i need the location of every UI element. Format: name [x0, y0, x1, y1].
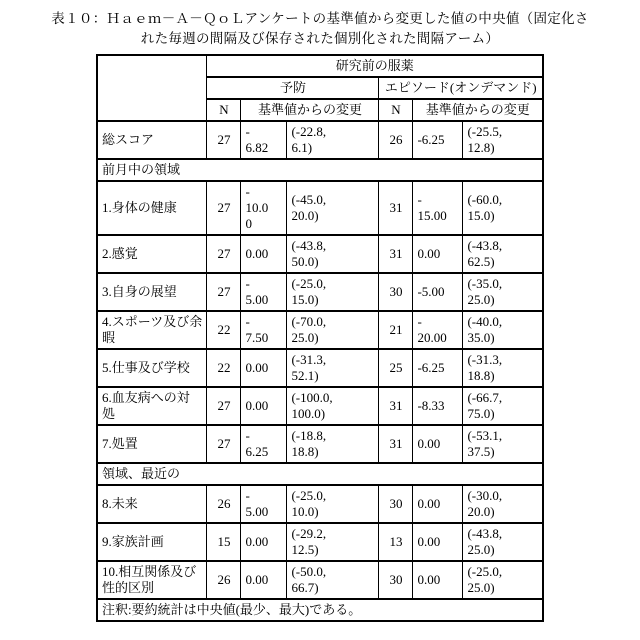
- row-label: 4.スポーツ及び余暇: [97, 311, 207, 349]
- n-value-episodic: 30: [379, 273, 413, 311]
- header-row-medication: [97, 55, 543, 77]
- n-value-prophylaxis: 15: [207, 523, 241, 561]
- median-change-prophylaxis: - 7.50: [241, 311, 287, 349]
- range-prophylaxis: (-25.0, 10.0): [287, 485, 379, 523]
- table-footnote: 注釈:要約統計は中央値(最少、最大)である。: [97, 599, 543, 621]
- n-value-episodic: 31: [379, 425, 413, 463]
- range-episodic: (-25.5, 12.8): [463, 121, 543, 159]
- n-value-episodic: 21: [379, 311, 413, 349]
- n-value-prophylaxis: 27: [207, 235, 241, 273]
- median-change-episodic: -5.00: [413, 273, 463, 311]
- range-episodic: (-53.1, 37.5): [463, 425, 543, 463]
- header-change-prophylaxis: 基準値からの変更: [241, 99, 379, 121]
- range-prophylaxis: (-22.8, 6.1): [287, 121, 379, 159]
- range-prophylaxis: (-25.0, 15.0): [287, 273, 379, 311]
- n-value-episodic: 31: [379, 387, 413, 425]
- n-value-prophylaxis: 26: [207, 485, 241, 523]
- row-label: 2.感覚: [97, 235, 207, 273]
- median-change-prophylaxis: 0.00: [241, 523, 287, 561]
- n-value-episodic: 25: [379, 349, 413, 387]
- table-row: [97, 181, 543, 235]
- table-title: [0, 0, 640, 49]
- table-row: [97, 387, 543, 425]
- n-value-episodic: 26: [379, 121, 413, 159]
- header-n-prophylaxis: N: [207, 99, 241, 121]
- range-episodic: (-25.0, 25.0): [463, 561, 543, 599]
- table-row: [97, 561, 543, 599]
- median-change-episodic: -8.33: [413, 387, 463, 425]
- range-episodic: (-31.3, 18.8): [463, 349, 543, 387]
- range-prophylaxis: (-70.0, 25.0): [287, 311, 379, 349]
- range-episodic: (-66.7, 75.0): [463, 387, 543, 425]
- median-change-prophylaxis: - 6.25: [241, 425, 287, 463]
- row-label: 6.血友病への対処: [97, 387, 207, 425]
- range-prophylaxis: (-100.0, 100.0): [287, 387, 379, 425]
- row-label: 8.未来: [97, 485, 207, 523]
- n-value-episodic: 30: [379, 561, 413, 599]
- table-row: [97, 311, 543, 349]
- median-change-prophylaxis: 0.00: [241, 349, 287, 387]
- range-prophylaxis: (-45.0, 20.0): [287, 181, 379, 235]
- n-value-prophylaxis: 27: [207, 425, 241, 463]
- n-value-prophylaxis: 22: [207, 349, 241, 387]
- footnote-row: [97, 599, 543, 621]
- median-change-episodic: -6.25: [413, 121, 463, 159]
- range-episodic: (-35.0, 25.0): [463, 273, 543, 311]
- median-change-episodic: 0.00: [413, 235, 463, 273]
- section-row: [97, 159, 543, 181]
- row-label: 9.家族計画: [97, 523, 207, 561]
- row-label: 3.自身の展望: [97, 273, 207, 311]
- table-row: [97, 349, 543, 387]
- corner-cell: [97, 55, 207, 121]
- row-label: 7.処置: [97, 425, 207, 463]
- header-episodic: エピソード(オンデマンド): [379, 77, 543, 99]
- median-change-prophylaxis: - 5.00: [241, 273, 287, 311]
- n-value-prophylaxis: 27: [207, 121, 241, 159]
- range-episodic: (-43.8, 25.0): [463, 523, 543, 561]
- header-change-episodic: 基準値からの変更: [413, 99, 543, 121]
- median-change-prophylaxis: - 6.82: [241, 121, 287, 159]
- median-change-prophylaxis: - 5.00: [241, 485, 287, 523]
- table-row: [97, 273, 543, 311]
- table-row: [97, 425, 543, 463]
- n-value-episodic: 13: [379, 523, 413, 561]
- range-episodic: (-40.0, 35.0): [463, 311, 543, 349]
- table-row: [97, 121, 543, 159]
- median-change-episodic: 0.00: [413, 523, 463, 561]
- row-label: 5.仕事及び学校: [97, 349, 207, 387]
- table-row: [97, 523, 543, 561]
- n-value-episodic: 31: [379, 181, 413, 235]
- median-change-episodic: -6.25: [413, 349, 463, 387]
- n-value-episodic: 31: [379, 235, 413, 273]
- range-prophylaxis: (-29.2, 12.5): [287, 523, 379, 561]
- n-value-episodic: 30: [379, 485, 413, 523]
- median-change-prophylaxis: - 10.0 0: [241, 181, 287, 235]
- median-change-prophylaxis: 0.00: [241, 235, 287, 273]
- range-prophylaxis: (-43.8, 50.0): [287, 235, 379, 273]
- n-value-prophylaxis: 27: [207, 181, 241, 235]
- median-change-episodic: - 20.00: [413, 311, 463, 349]
- table-row: [97, 485, 543, 523]
- row-label: 総スコア: [97, 121, 207, 159]
- range-prophylaxis: (-31.3, 52.1): [287, 349, 379, 387]
- median-change-episodic: - 15.00: [413, 181, 463, 235]
- table-title-line2: れた毎週の間隔及び保存された個別化された間隔アーム）: [140, 31, 500, 46]
- n-value-prophylaxis: 27: [207, 387, 241, 425]
- n-value-prophylaxis: 27: [207, 273, 241, 311]
- section-label: 前月中の領域: [97, 159, 543, 181]
- range-episodic: (-30.0, 20.0): [463, 485, 543, 523]
- median-change-prophylaxis: 0.00: [241, 561, 287, 599]
- table-title-line1: 表１０：Ｈａｅｍ－Ａ－ＱｏＬアンケートの基準値から変更した値の中央値（固定化さ: [51, 11, 589, 26]
- row-label: 10.相互関係及び性的区別: [97, 561, 207, 599]
- range-prophylaxis: (-18.8, 18.8): [287, 425, 379, 463]
- qol-table: [96, 54, 544, 622]
- range-episodic: (-43.8, 62.5): [463, 235, 543, 273]
- n-value-prophylaxis: 22: [207, 311, 241, 349]
- header-prophylaxis: 予防: [207, 77, 379, 99]
- table-row: [97, 235, 543, 273]
- header-n-episodic: N: [379, 99, 413, 121]
- median-change-prophylaxis: 0.00: [241, 387, 287, 425]
- section-row: [97, 463, 543, 485]
- range-prophylaxis: (-50.0, 66.7): [287, 561, 379, 599]
- median-change-episodic: 0.00: [413, 485, 463, 523]
- n-value-prophylaxis: 26: [207, 561, 241, 599]
- row-label: 1.身体の健康: [97, 181, 207, 235]
- median-change-episodic: 0.00: [413, 425, 463, 463]
- section-label: 領域、最近の: [97, 463, 543, 485]
- header-medication: 研究前の服薬: [207, 55, 543, 77]
- median-change-episodic: 0.00: [413, 561, 463, 599]
- range-episodic: (-60.0, 15.0): [463, 181, 543, 235]
